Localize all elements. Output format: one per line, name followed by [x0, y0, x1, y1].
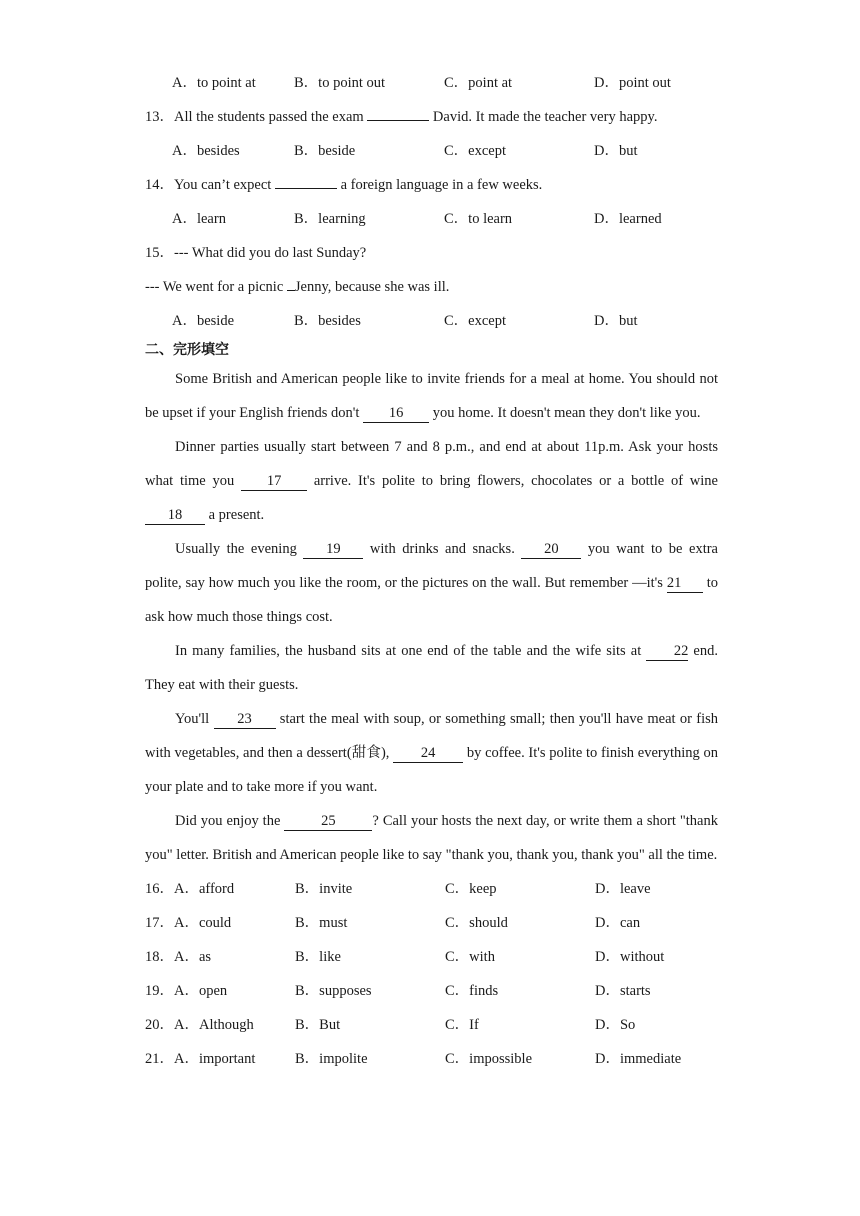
option-b: B．to point out [294, 75, 386, 91]
question-21: 21．A．important B．impolite C．impossible D．immediate [145, 1042, 718, 1076]
option-a: A．besides [172, 143, 240, 159]
option-c: C．point at [444, 75, 513, 91]
q14-stem: 14．You can’t expect a foreign language in a few weeks. [145, 177, 543, 193]
option-b: B．like [295, 949, 341, 965]
option-d: D．learned [594, 211, 662, 227]
blank-21: 21 [667, 574, 703, 593]
option-a: A．open [174, 983, 228, 999]
option-c: C．keep [445, 881, 497, 897]
cloze-passage [145, 362, 718, 872]
option-d: D．immediate [595, 1051, 682, 1067]
question-18: 18．A．as B．like C．with D．without [145, 940, 718, 974]
blank-25: 25 [284, 812, 372, 831]
question-16: 16．A．afford B．invite C．keep D．leave [145, 872, 718, 906]
q14-options [145, 202, 718, 236]
option-d: D．but [594, 143, 638, 159]
option-b: B．invite [295, 881, 353, 897]
blank-18: 18 [145, 506, 205, 525]
paragraph-1: Some British and American people like to invite friends for a meal at home. You should not be upset if your English friends don't 16 you home. It doesn't mean they don't like you. [145, 371, 718, 421]
option-d: D．but [594, 313, 638, 329]
cloze-questions [145, 872, 718, 1076]
q15-stem-line2: --- We went for a picnic Jenny, because she was ill. [145, 279, 450, 295]
paragraph-6: Did you enjoy the 25 ? Call your hosts the next day, or write them a short "thank you" letter. British and American people like to say "thank you, thank you, thank you" all the time. [145, 813, 718, 863]
option-a: A．learn [172, 211, 226, 227]
option-c: C．to learn [444, 211, 513, 227]
option-c: C．should [445, 915, 508, 931]
option-d: D．So [595, 1017, 636, 1033]
option-b: B．impolite [295, 1051, 368, 1067]
option-c: C．impossible [445, 1051, 533, 1067]
option-a: A．afford [174, 881, 235, 897]
question-19: 19．A．open B．supposes C．finds D．starts [145, 974, 718, 1008]
answer-blank [367, 120, 429, 121]
option-b: B．supposes [295, 983, 372, 999]
q13-options [145, 134, 718, 168]
option-b: B．beside [294, 143, 356, 159]
option-b: B．besides [294, 313, 361, 329]
option-d: D．leave [595, 881, 651, 897]
blank-24: 24 [393, 744, 463, 763]
option-b: B．But [295, 1017, 341, 1033]
q15-options [145, 304, 718, 338]
question-17: 17．A．could B．must C．should D．can [145, 906, 718, 940]
blank-23: 23 [214, 710, 276, 729]
blank-16: 16 [363, 404, 429, 423]
blank-19: 19 [303, 540, 363, 559]
option-d: D．without [595, 949, 665, 965]
option-a: A．as [174, 949, 212, 965]
paragraph-4: In many families, the husband sits at one end of the table and the wife sits at 22 end. They eat with their guests. [145, 643, 718, 693]
option-a: A．to point at [172, 75, 256, 91]
paragraph-5: You'll 23 start the meal with soup, or something small; then you'll have meat or fish with vegetables, and then a dessert(甜食), 24 by coffee. It's polite to finish everything on your plate and to take more if you want. [145, 711, 718, 795]
option-c: C．except [444, 143, 507, 159]
blank-22: 22 [646, 642, 688, 661]
paragraph-3: Usually the evening 19 with drinks and snacks. 20 you want to be extra polite, say how much you like the room, or the pictures on the wall. But remember —it's 21 to ask how much those things cost. [145, 541, 719, 625]
blank-17: 17 [241, 472, 307, 491]
q13-stem: 13．All the students passed the exam David. It made the teacher very happy. [145, 109, 658, 125]
q12-options [145, 66, 718, 100]
option-b: B．must [295, 915, 348, 931]
blank-20: 20 [521, 540, 581, 559]
worksheet-page [145, 66, 718, 1076]
paragraph-2: Dinner parties usually start between 7 and 8 p.m., and end at about 11p.m. Ask your hosts what time you 17 arrive. It's polite to bring flowers, chocolates or a bottle of wine 18 a present. [145, 439, 718, 523]
q15-stem-line1: 15．--- What did you do last Sunday? [145, 245, 367, 261]
option-a: A．Although [174, 1017, 254, 1033]
option-b: B．learning [294, 211, 366, 227]
option-c: C．finds [445, 983, 499, 999]
answer-blank [287, 290, 295, 291]
section-title: 二、完形填空 [145, 342, 229, 358]
option-c: C．except [444, 313, 507, 329]
option-a: A．beside [172, 313, 235, 329]
option-a: A．important [174, 1051, 256, 1067]
option-d: D．point out [594, 75, 671, 91]
option-d: D．can [595, 915, 641, 931]
answer-blank [275, 188, 337, 189]
option-d: D．starts [595, 983, 651, 999]
option-c: C．with [445, 949, 495, 965]
option-c: C．If [445, 1017, 479, 1033]
option-a: A．could [174, 915, 232, 931]
question-20: 20．A．Although B．But C．If D．So [145, 1008, 718, 1042]
